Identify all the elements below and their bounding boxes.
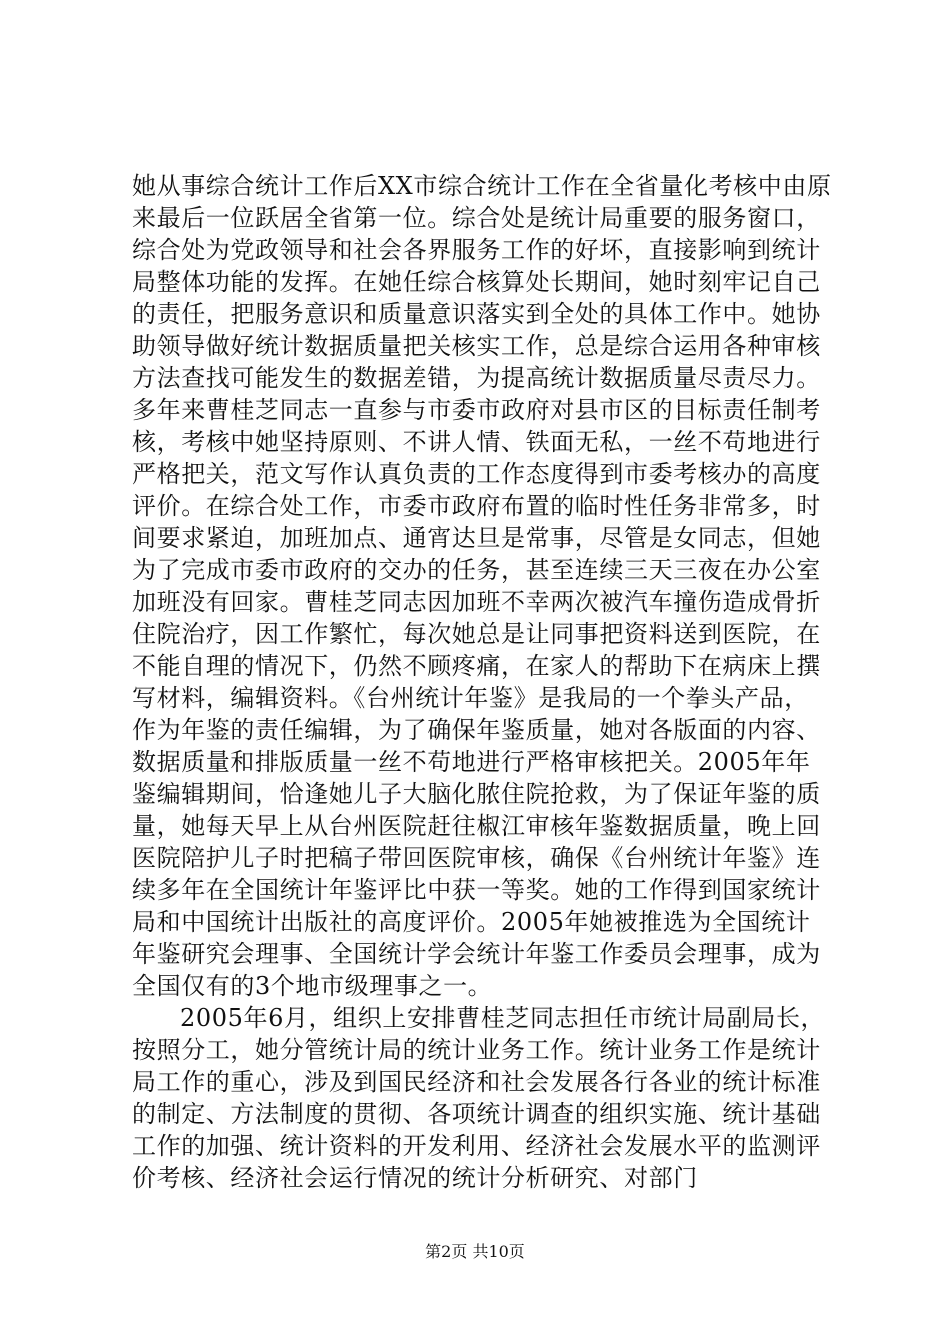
paragraph-2: 2005年6月，组织上安排曹桂芝同志担任市统计局副局长，按照分工，她分管统计局的统计业务工作。统计业务工作是统计局工作的重心，涉及到国民经济和社会发展各行各业的统计标准的制定、方法制度的贯彻、各项统计调查的组织实施、统计基础工作的加强、统计资料的开发利用、经济社会发展水平的监测评价考核、经济社会运行情况的统计分析研究、对部门 (132, 1004, 826, 1192)
document-body (132, 170, 832, 1194)
page-number-footer: 第2页 共10页 (425, 1242, 525, 1261)
paragraph-1: 她从事综合统计工作后XX市综合统计工作在全省量化考核中由原来最后一位跃居全省第一位。综合处是统计局重要的服务窗口，综合处为党政领导和社会各界服务工作的好坏，直接影响到统计局整体功能的发挥。在她任综合核算处长期间，她时刻牢记自己的责任，把服务意识和质量意识落实到全处的具体工作中。她协助领导做好统计数据质量把关核实工作，总是综合运用各种审核方法查找可能发生的数据差错，为提高统计数据质量尽责尽力。多年来曹桂芝同志一直参与市委市政府对县市区的目标责任制考核，考核中她坚持原则、不讲人情、铁面无私，一丝不苟地进行严格把关，范文写作认真负责的工作态度得到市委考核办的高度评价。在综合处工作，市委市政府布置的临时性任务非常多，时间要求紧迫，加班加点、通宵达旦是常事，尽管是女同志，但她为了完成市委市政府的交办的任务，甚至连续三天三夜在办公室加班没有回家。曹桂芝同志因加班不幸两次被汽车撞伤造成骨折住院治疗，因工作繁忙，每次她总是让同事把资料送到医院，在不能自理的情况下，仍然不顾疼痛，在家人的帮助下在病床上撰写材料，编辑资料。《台州统计年鉴》是我局的一个拳头产品，作为年鉴的责任编辑，为了确保年鉴质量，她对各版面的内容、数据质量和排版质量一丝不苟地进行严格审核把关。2005年年鉴编辑期间，恰逢她儿子大脑化脓住院抢救，为了保证年鉴的质量，她每天早上从台州医院赶往椒江审核年鉴数据质量，晚上回医院陪护儿子时把稿子带回医院审核，确保《台州统计年鉴》连续多年在全国统计年鉴评比中获一等奖。她的工作得到国家统计局和中国统计出版社的高度评价。2005年她被推选为全国统计年鉴研究会理事、全国统计学会统计年鉴工作委员会理事，成为全国仅有的3个地市级理事之一。 (132, 172, 832, 1000)
